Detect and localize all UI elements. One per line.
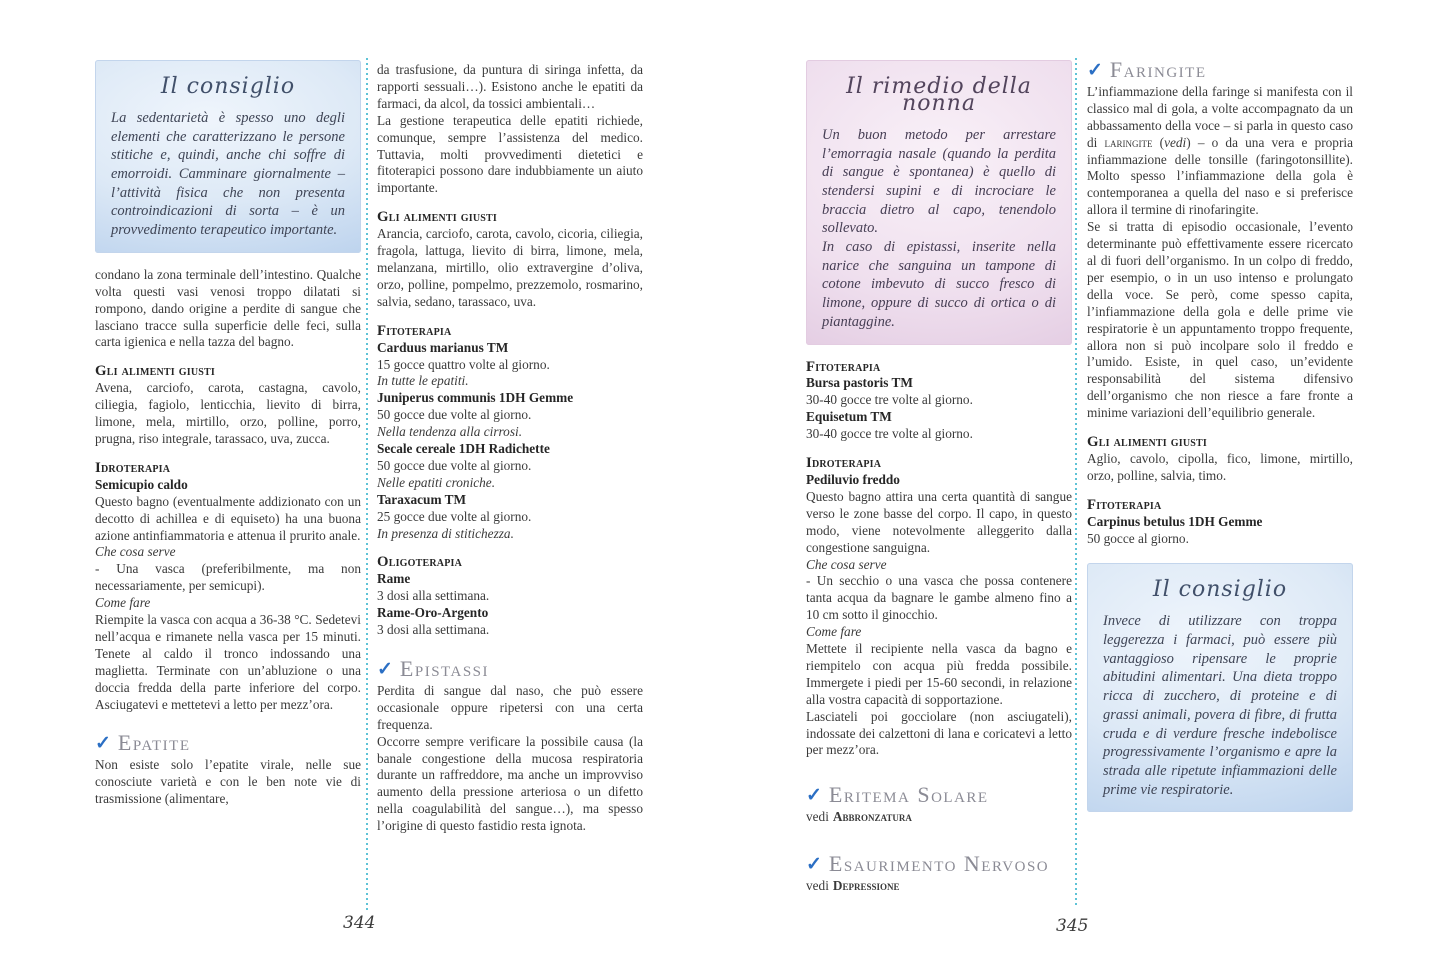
remedy-item [377,492,643,543]
remedy-dose: 25 gocce due volte al giorno. [377,508,532,524]
remedy-name: Juniperus communis 1DH Gemme [377,390,574,406]
entry-text: Non esiste solo l’epatite virale, nelle sue conosciute varietà e con le ben note vie di trasmissione (alimentare, [95,757,361,807]
remedy-item [377,390,643,441]
left-page-column-1 [95,58,361,808]
grandma-remedy-box-body: In caso di epistassi, inserite nella narice che sanguina un tampone di cotone imbevuto di succo fresco di limone, oppure di succo di ortica o di piantaggine. [822,239,1056,330]
remedy-note: In tutte le epatiti. [377,373,469,389]
remedy-note: Nella tendenza alla cirrosi. [377,424,523,440]
advice-box-title: Il consiglio [1152,577,1288,603]
grandma-remedy-box [806,60,1072,345]
left-page-column-2 [377,62,643,835]
remedy-item [377,605,643,639]
vedi-target: Abbronzatura [832,809,912,825]
remedy-name: Equisetum TM [806,409,892,425]
section-fitoterapia [1087,497,1353,548]
text-run: ( [1152,134,1165,150]
remedy-name: Carduus marianus TM [377,339,509,355]
section-idroterapia [95,460,361,714]
section-alimenti-giusti [95,363,361,448]
vedi-label: vedi [806,878,829,894]
text-run: L’infiammazione della faringe si manifesta con il classico mal di gola, a volte accompagnato da un abbassamento della voce – si parla in questo caso di [1087,83,1353,150]
advice-box-body: La sedentarietà è spesso uno degli elementi che caratterizzano le persone stitiche e, quindi, anche chi soffre di emorroidi. Camminare giornalmente – l’attività fisica che non presenta controindicazioni di sorta – è un provvedimento terapeutico importante. [111,109,345,239]
entry-text: Occorre sempre verificare la possibile causa (la banale congestione della mucosa respiratoria durante un raffreddore, ma anche un improvviso aumento della pressione arteriosa o un difetto nella coagulabilità del sangue…), ma spesso l’origine di questo fastidio resta ignota. [377,733,643,834]
section-heading: Fitoterapia [1087,496,1162,513]
come-fare-text: Mettete il recipiente nella vasca da bagno e riempitelo con acqua più fredda possibile. Immergete i piedi per 15-60 secondi, in relazione alla vostra capacità di sopportazione. [806,641,1072,707]
laringite-cross-reference: laringite [1104,134,1153,150]
see-reference [806,878,1072,895]
remedy-dose: 3 dosi alla settimana. [377,588,490,604]
remedy-name: Rame-Oro-Argento [377,605,489,621]
body-paragraph: da trasfusione, da puntura di siringa infetta, da rapporti sessuali…). Esistono anche le epatiti da farmaci, da alcol, da tossici ambientali… [377,62,643,111]
section-idroterapia [806,455,1072,759]
remedy-item [806,409,1072,443]
remedy-item [1087,514,1353,548]
check-icon: ✓ [95,733,111,755]
che-cosa-serve-label: Che cosa serve [806,556,887,572]
remedy-name: Secale cereale 1DH Radichette [377,441,550,457]
check-icon: ✓ [806,785,822,807]
remedy-dose: 50 gocce due volte al giorno. [377,407,532,423]
check-icon: ✓ [806,854,822,876]
come-fare-text: Lasciateli poi gocciolare (non asciugateli), indossate dei calzettoni di lana e coricatevi a letto per mezz’ora. [806,708,1072,758]
check-icon: ✓ [1087,60,1103,81]
come-fare-label: Come fare [95,595,151,611]
remedy-name: Carpinus betulus 1DH Gemme [1087,513,1263,529]
column-divider [366,58,368,910]
entry-title: Epistassi [399,656,490,681]
entry-heading [377,656,643,681]
come-fare-text: Riempite la vasca con acqua a 36-38 °C. Sedetevi nell’acqua e rimanete nella vasca per 15 minuti. Tenete al caldo il tronco indossando una maglietta. Terminate con un’abluzione o una doccia fredda della parte inferiore del corpo. Asciugatevi e mettetevi a letto per mezz’ora. [95,612,361,712]
entry-epatite [95,730,361,808]
page-number-left: 344 [343,913,376,933]
vedi-label: vedi [1164,134,1187,150]
che-cosa-serve-text: - Una vasca (preferibilmente, ma non necessariamente, per semicupi). [95,561,361,594]
come-fare-label: Come fare [806,624,862,640]
right-page-column-1 [806,58,1072,895]
remedy-name: Pediluvio freddo [806,471,900,487]
section-heading: Idroterapia [806,455,882,472]
section-fitoterapia [806,359,1072,444]
section-heading: Gli alimenti giusti [377,209,497,226]
remedy-dose: 50 gocce due volte al giorno. [377,457,532,473]
remedy-dose: 30-40 gocce tre volte al giorno. [806,392,973,408]
advice-box [1087,563,1353,812]
entry-title: Epatite [117,730,191,756]
section-heading: Idroterapia [95,459,171,476]
intro-paragraph: condano la zona terminale dell’intestino. Qualche volta questi vasi venosi troppo dilatati si rompono, dando origine a perdite di sangue che lasciano tracce sulla superficie delle feci, sulla carta igienica e nella tazza del bagno. [95,266,361,350]
section-heading: Fitoterapia [377,322,452,339]
section-fitoterapia [377,323,643,543]
entry-title: Eritema Solare [828,782,989,808]
remedy-note: In presenza di stitichezza. [377,525,514,541]
text-run: ) – o da una vera e propria infiammazione delle tonsille (faringotonsillite). Molto spesso l’infiammazione della gola è contemporanea a quella del naso e si preferisce allora il termine di rinofaringite. [1087,134,1353,218]
remedy-name: Taraxacum TM [377,491,467,507]
entry-eritema-solare [806,782,1072,826]
che-cosa-serve-text: - Un secchio o una vasca che possa contenere tanta acqua da bagnare le gambe almeno fino a 10 cm sotto il ginocchio. [806,573,1072,623]
entry-faringite [1087,57,1353,422]
remedy-item [377,441,643,492]
entry-text [1087,84,1353,219]
entry-heading [806,782,1072,808]
remedy-name: Rame [377,571,411,587]
entry-epistassi [377,656,643,835]
right-page-column-2 [1087,57,1353,826]
remedy-name: Semicupio caldo [95,476,188,492]
remedy-item [806,375,1072,409]
section-oligoterapia [377,554,643,639]
body-paragraph: La gestione terapeutica delle epatiti richiede, comunque, sempre l’assistenza del medico. Tuttavia, molti provvedimenti dietetici e fitoterapici possono dare indubbiamente un aiuto importante. [377,112,643,196]
section-heading: Gli alimenti giusti [1087,434,1207,451]
vedi-target: Depressione [832,878,900,894]
vedi-label: vedi [806,809,829,825]
section-text: Avena, carciofo, carota, castagna, cavolo, ciliegia, fagiolo, lenticchia, lievito di birra, limone, mela, mirtillo, orzo, polline, porro, prugna, riso integrale, tarassaco, uva, zucca. [95,380,361,446]
remedy-dose: 3 dosi alla settimana. [377,622,490,638]
section-heading: Fitoterapia [806,358,881,375]
remedy-item [377,571,643,605]
advice-box-body: Invece di utilizzare con troppa leggerezza i farmaci, può essere più vantaggioso ripensare le proprie abitudini alimentari. Una dieta troppo ricca di zucchero, di proteine e di grassi animali, povera di fibre, di frutta cruda e di verdure fresche indebolisce progressivamente l’organismo e apre la strada alle ripetute infiammazioni delle prime vie respiratorie. [1103,613,1337,798]
remedy-name: Bursa pastoris TM [806,375,913,391]
entry-heading [1087,57,1353,82]
entry-heading [95,730,361,756]
section-alimenti-giusti [1087,434,1353,485]
check-icon: ✓ [377,659,393,680]
entry-title: Esaurimento Nervoso [828,851,1050,877]
entry-text: Se si tratta di episodio occasionale, l’evento determinante può effettivamente essere ricercato al di fuori dell’organismo. In un colpo di freddo, per esempio, o in un uso intenso e prolungato della voce. Se però, come spesso capita, l’infiammazione della gola e delle prime vie respiratorie è un appuntamento troppo frequente, allora non si può incolpare solo il freddo e l’umido. Esiste, in quel caso, un’evidente responsabilità del sistema difensivo dell’organismo che non riesce a fare fronte a minime variazioni dell’equilibrio generale. [1087,219,1353,421]
remedy-description: Questo bagno (eventualmente addizionato con un decotto di achillea e di equiseto) ha una buona azione antinfiammatoria e attenua il prurito anale. [95,493,361,543]
advice-box [95,60,361,253]
remedy-dose: 15 gocce quattro volte al giorno. [377,356,550,372]
advice-box-title: Il consiglio [160,74,296,99]
page-number-right: 345 [1056,916,1089,936]
section-heading: Oligoterapia [377,554,463,571]
section-text: Arancia, carciofo, carota, cavolo, cicoria, ciliegia, fragola, lattuga, lievito di birra, limone, mela, melanzana, mirtillo, olio extravergine d’oliva, orzo, polline, pompelmo, prezzemolo, rosmarino, salvia, sedano, tarassaco, uva. [377,226,643,309]
che-cosa-serve-label: Che cosa serve [95,544,176,560]
section-alimenti-giusti [377,209,643,310]
section-text: Aglio, cavolo, cipolla, fico, limone, mirtillo, orzo, polline, salvia, timo. [1087,450,1353,483]
see-reference [806,809,1072,826]
remedy-description: Questo bagno attira una certa quantità di sangue verso le zone basse del corpo. Il capo, in questo modo, viene notevolmente alleggerito dalla congestione sanguigna. [806,488,1072,555]
section-heading: Gli alimenti giusti [95,363,215,380]
remedy-dose: 50 gocce al giorno. [1087,530,1189,546]
entry-esaurimento-nervoso [806,851,1072,895]
remedy-note: Nelle epatiti croniche. [377,474,496,490]
entry-text: Perdita di sangue dal naso, che può essere occasionale oppure ripetersi con una certa frequenza. [377,682,643,732]
entry-heading [806,851,1072,877]
grandma-remedy-box-title: Il rimedio della nonna [846,74,1032,116]
remedy-item [377,340,643,391]
column-divider [1075,58,1077,906]
grandma-remedy-box-body: Un buon metodo per arrestare l’emorragia nasale (quando la perdita di sangue è spontanea) è quello di stendersi supini e di incrociare le braccia dietro al capo, tenendolo sollevato. [822,126,1056,237]
entry-title: Faringite [1109,57,1207,82]
remedy-dose: 30-40 gocce tre volte al giorno. [806,426,973,442]
